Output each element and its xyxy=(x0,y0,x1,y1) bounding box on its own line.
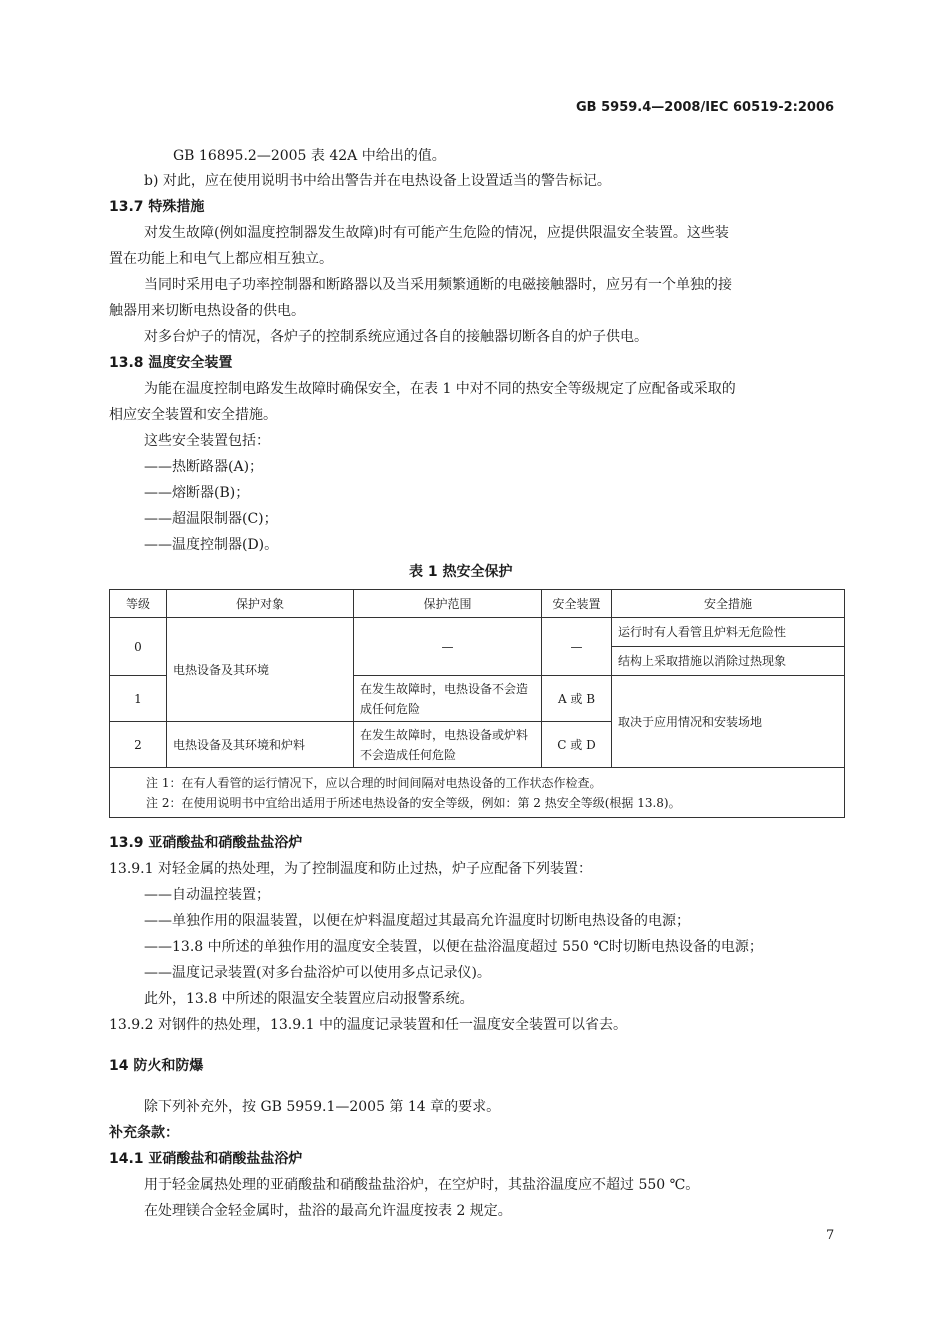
paragraph: 对发生故障(例如温度控制器发生故障)时有可能产生危险的情况，应提供限温安全装置。这些装 xyxy=(144,225,729,241)
paragraph: 置在功能上和电气上都应相互独立。 xyxy=(109,251,333,267)
object-cell: 电热设备及其环境 xyxy=(167,618,354,722)
measure-cell: 运行时有人看管且炉料无危险性 xyxy=(612,618,845,647)
grade-cell: 0 xyxy=(110,618,167,676)
object-cell: 电热设备及其环境和炉料 xyxy=(167,722,354,768)
paragraph: 13.9.1 对轻金属的热处理，为了控制温度和防止过热，炉子应配备下列装置： xyxy=(109,861,592,877)
table-header-row xyxy=(110,590,845,618)
list-item: b) 对此，应在使用说明书中给出警告并在电热设备上设置适当的警告标记。 xyxy=(144,173,611,189)
paragraph: 触器用来切断电热设备的供电。 xyxy=(109,303,305,319)
measure-cell: 取决于应用情况和安装场地 xyxy=(612,676,845,768)
paragraph: 13.9.2 对钢件的热处理，13.9.1 中的温度记录装置和任一温度安全装置可以省去。 xyxy=(109,1017,627,1033)
chapter-heading: 14 防火和防爆 xyxy=(109,1058,204,1074)
paragraph: 对多台炉子的情况，各炉子的控制系统应通过各自的接触器切断各自的炉子供电。 xyxy=(144,329,648,345)
list-item: ——13.8 中所述的单独作用的温度安全装置，以便在盐浴温度超过 550 ℃时切断电热设备的电源； xyxy=(144,939,763,955)
thermal-safety-table xyxy=(109,589,845,818)
table-header-cell: 等级 xyxy=(110,590,167,618)
section-heading: 13.8 温度安全装置 xyxy=(109,355,233,371)
table-header-cell: 保护范围 xyxy=(354,590,542,618)
section-heading: 13.7 特殊措施 xyxy=(109,199,205,215)
section-heading: 14.1 亚硝酸盐和硝酸盐盐浴炉 xyxy=(109,1151,303,1167)
grade-cell: 2 xyxy=(110,722,167,768)
paragraph: 用于轻金属热处理的亚硝酸盐和硝酸盐盐浴炉，在空炉时，其盐浴温度应不超过 550 ℃。 xyxy=(144,1177,700,1193)
page-number: 7 xyxy=(826,1228,835,1243)
device-cell: — xyxy=(542,618,612,676)
paragraph: 为能在温度控制电路发生故障时确保安全，在表 1 中对不同的热安全等级规定了应配备或采取的 xyxy=(144,381,736,397)
range-cell: 在发生故障时，电热设备或炉料不会造成任何危险 xyxy=(354,722,542,768)
table-note: 注 1：在有人看管的运行情况下，应以合理的时间间隔对电热设备的工作状态作检查。 xyxy=(146,775,602,790)
list-item: ——温度记录装置(对多台盐浴炉可以使用多点记录仪)。 xyxy=(144,965,491,981)
table-header-cell: 安全装置 xyxy=(542,590,612,618)
device-cell: C 或 D xyxy=(542,722,612,768)
range-cell: 在发生故障时，电热设备不会造成任何危险 xyxy=(354,676,542,722)
list-item: ——自动温控装置； xyxy=(144,887,270,903)
paragraph: 此外，13.8 中所述的限温安全装置应启动报警系统。 xyxy=(144,991,474,1007)
supplement-label: 补充条款： xyxy=(109,1125,179,1141)
grade-cell: 1 xyxy=(110,676,167,722)
table-header-cell: 保护对象 xyxy=(167,590,354,618)
range-cell: — xyxy=(354,618,542,676)
table-header-cell: 安全措施 xyxy=(612,590,845,618)
paragraph: 相应安全装置和安全措施。 xyxy=(109,407,277,423)
list-item: ——超温限制器(C)； xyxy=(144,511,278,527)
table-notes-row xyxy=(110,768,845,818)
list-item: ——单独作用的限温装置，以便在炉料温度超过其最高允许温度时切断电热设备的电源； xyxy=(144,913,690,929)
paragraph: 除下列补充外，按 GB 5959.1—2005 第 14 章的要求。 xyxy=(144,1099,501,1115)
device-cell: A 或 B xyxy=(542,676,612,722)
paragraph: 在处理镁合金轻金属时，盐浴的最高允许温度按表 2 规定。 xyxy=(144,1203,512,1219)
paragraph: 当同时采用电子功率控制器和断路器以及当采用频繁通断的电磁接触器时，应另有一个单独的接 xyxy=(144,277,732,293)
measure-cell: 结构上采取措施以消除过热现象 xyxy=(612,647,845,676)
table-caption: 表 1 热安全保护 xyxy=(409,564,513,580)
table-row xyxy=(110,618,845,647)
list-item: ——温度控制器(D)。 xyxy=(144,537,279,553)
paragraph: 这些安全装置包括： xyxy=(144,433,270,449)
standard-header: GB 5959.4—2008/IEC 60519-2:2006 xyxy=(576,100,835,115)
list-item: ——熔断器(B)； xyxy=(144,485,250,501)
section-heading: 13.9 亚硝酸盐和硝酸盐盐浴炉 xyxy=(109,835,303,851)
text-line: GB 16895.2—2005 表 42A 中给出的值。 xyxy=(173,148,446,164)
table-note: 注 2：在使用说明书中宜给出适用于所述电热设备的安全等级，例如：第 2 热安全等级(根据 13.8)。 xyxy=(146,795,681,810)
list-item: ——热断路器(A)； xyxy=(144,459,264,475)
